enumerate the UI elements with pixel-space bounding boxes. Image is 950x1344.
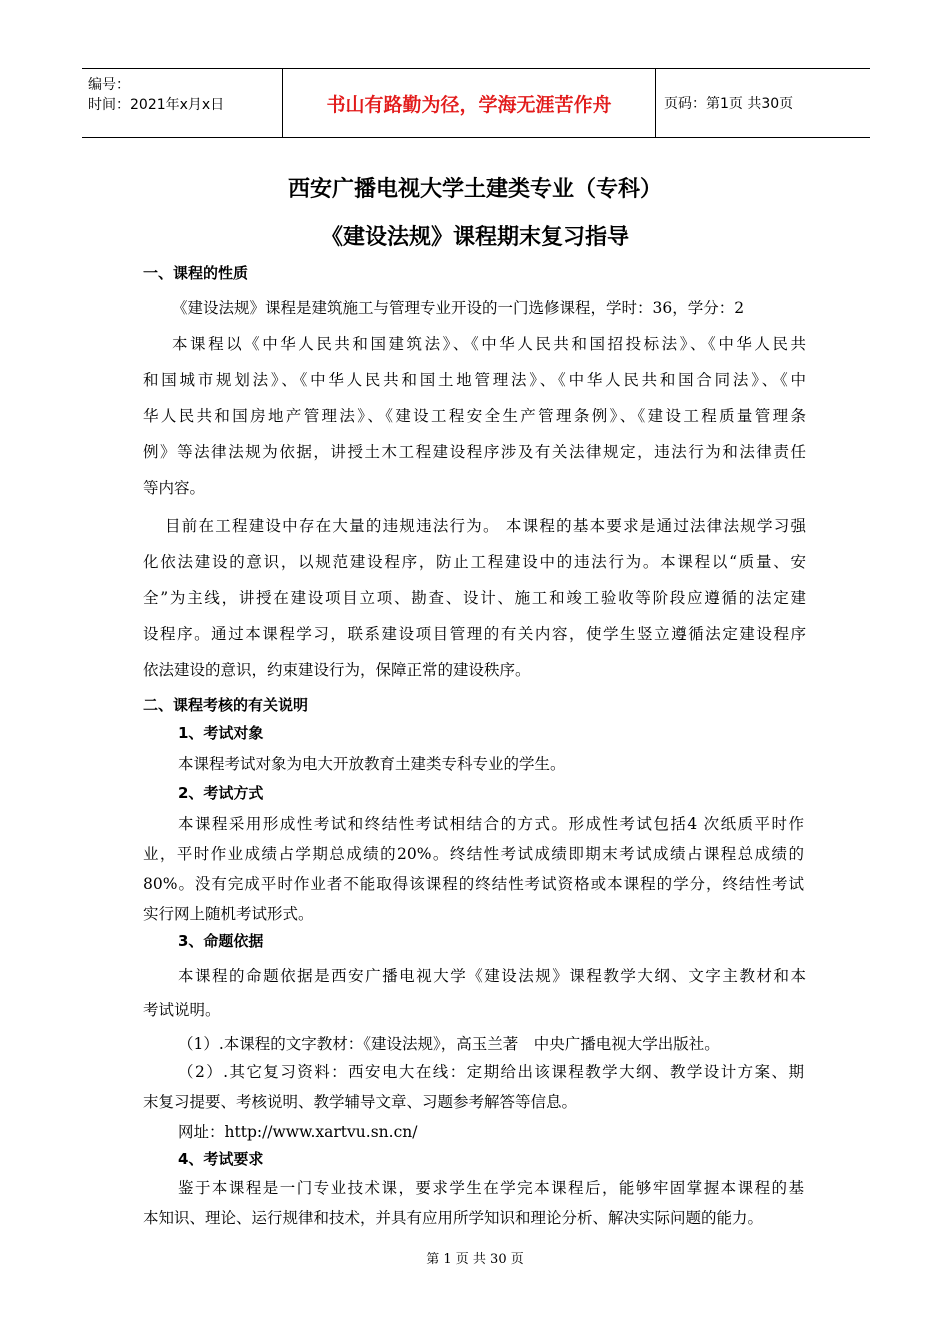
body-line: 本课程考试对象为电大开放教育土建类专科专业的学生。 [178,755,566,773]
body-line: 本课程以《中华人民共和国建筑法》、《中华人民共和国招投标法》、《中华人民共 [172,335,806,353]
body-line: 全”为主线，讲授在建设项目立项、勘查、设计、施工和竣工验收等阶段应遵循的法定建 [143,589,806,607]
body-line: 实行网上随机考试形式。 [143,905,314,923]
body-line: 目前在工程建设中存在大量的违规违法行为。 本课程的基本要求是通过法律法规学习强 [165,517,806,535]
header-motto: 书山有路勤为径，学海无涯苦作舟 [282,69,656,137]
body-line: 化依法建设的意识，以规范建设程序，防止工程建设中的违法行为。本课程以“质量、安 [143,553,806,571]
body-line: 考试说明。 [143,1001,221,1019]
body-line: 等内容。 [143,479,206,497]
section-heading-assessment: 二、课程考核的有关说明 [143,696,309,714]
body-line: 华人民共和国房地产管理法》、《建设工程安全生产管理条例》、《建设工程质量管理条 [143,407,806,425]
body-line: 本课程的命题依据是西安广播电视大学《建设法规》课程教学大纲、文字主教材和本 [178,967,806,985]
subheading-exam-basis: 3、命题依据 [178,932,264,950]
subheading-exam-target: 1、考试对象 [178,724,264,742]
page-footer: 第 1 页 共 30 页 [426,1252,524,1267]
subheading-exam-requirements: 4、考试要求 [178,1150,264,1168]
document-title-line2: 《建设法规》课程期末复习指导 [320,225,629,250]
website-line: 网址：http://www.xartvu.sn.cn/ [178,1123,418,1141]
body-line: 设程序。通过本课程学习，联系建设项目管理的有关内容，使学生竖立遵循法定建设程序 [143,625,806,643]
body-line: 例》等法律法规为依据，讲授土木工程建设程序涉及有关法律规定，违法行为和法律责任 [143,443,806,461]
body-line: 末复习提要、考核说明、教学辅导文章、习题参考解答等信息。 [143,1093,578,1111]
body-line: 依法建设的意识，约束建设行为，保障正常的建设秩序。 [143,661,531,679]
section-heading-nature: 一、课程的性质 [143,264,249,282]
subheading-exam-method: 2、考试方式 [178,784,264,802]
header-meta [82,69,282,137]
body-line: 本知识、理论、运行规律和技术，并具有应用所学知识和理论分析、解决实际问题的能力。 [143,1209,764,1227]
body-line: 本课程采用形成性考试和终结性考试相结合的方式。形成性考试包括4 次纸质平时作 [178,815,804,833]
document-time-label: 时间：2021年x月x日 [88,97,225,113]
body-line: 《建设法规》课程是建筑施工与管理专业开设的一门选修课程，学时：36，学分：2 [172,299,745,317]
body-line: 和国城市规划法》、《中华人民共和国土地管理法》、《中华人民共和国合同法》、《中 [143,371,806,389]
body-line: 鉴于本课程是一门专业技术课，要求学生在学完本课程后，能够牢固掌握本课程的基 [178,1179,804,1197]
body-line: 业，平时作业成绩占学期总成绩的20%。终结性考试成绩即期末考试成绩占课程总成绩的 [143,845,804,863]
body-line: （1）.本课程的文字教材：《建设法规》，高玉兰著 中央广播电视大学出版社。 [178,1035,720,1053]
body-line: 80%。没有完成平时作业者不能取得该课程的终结性考试资格或本课程的学分，终结性考试 [143,875,804,893]
header-page-number: 页码：第1页 共30页 [664,96,794,112]
document-number-label: 编号： [88,77,130,93]
document-title-line1: 西安广播电视大学土建类专业（专科） [287,177,662,202]
body-line: （2）.其它复习资料：西安电大在线：定期给出该课程教学大纲、教学设计方案、期 [178,1063,804,1081]
page-header [82,68,870,138]
